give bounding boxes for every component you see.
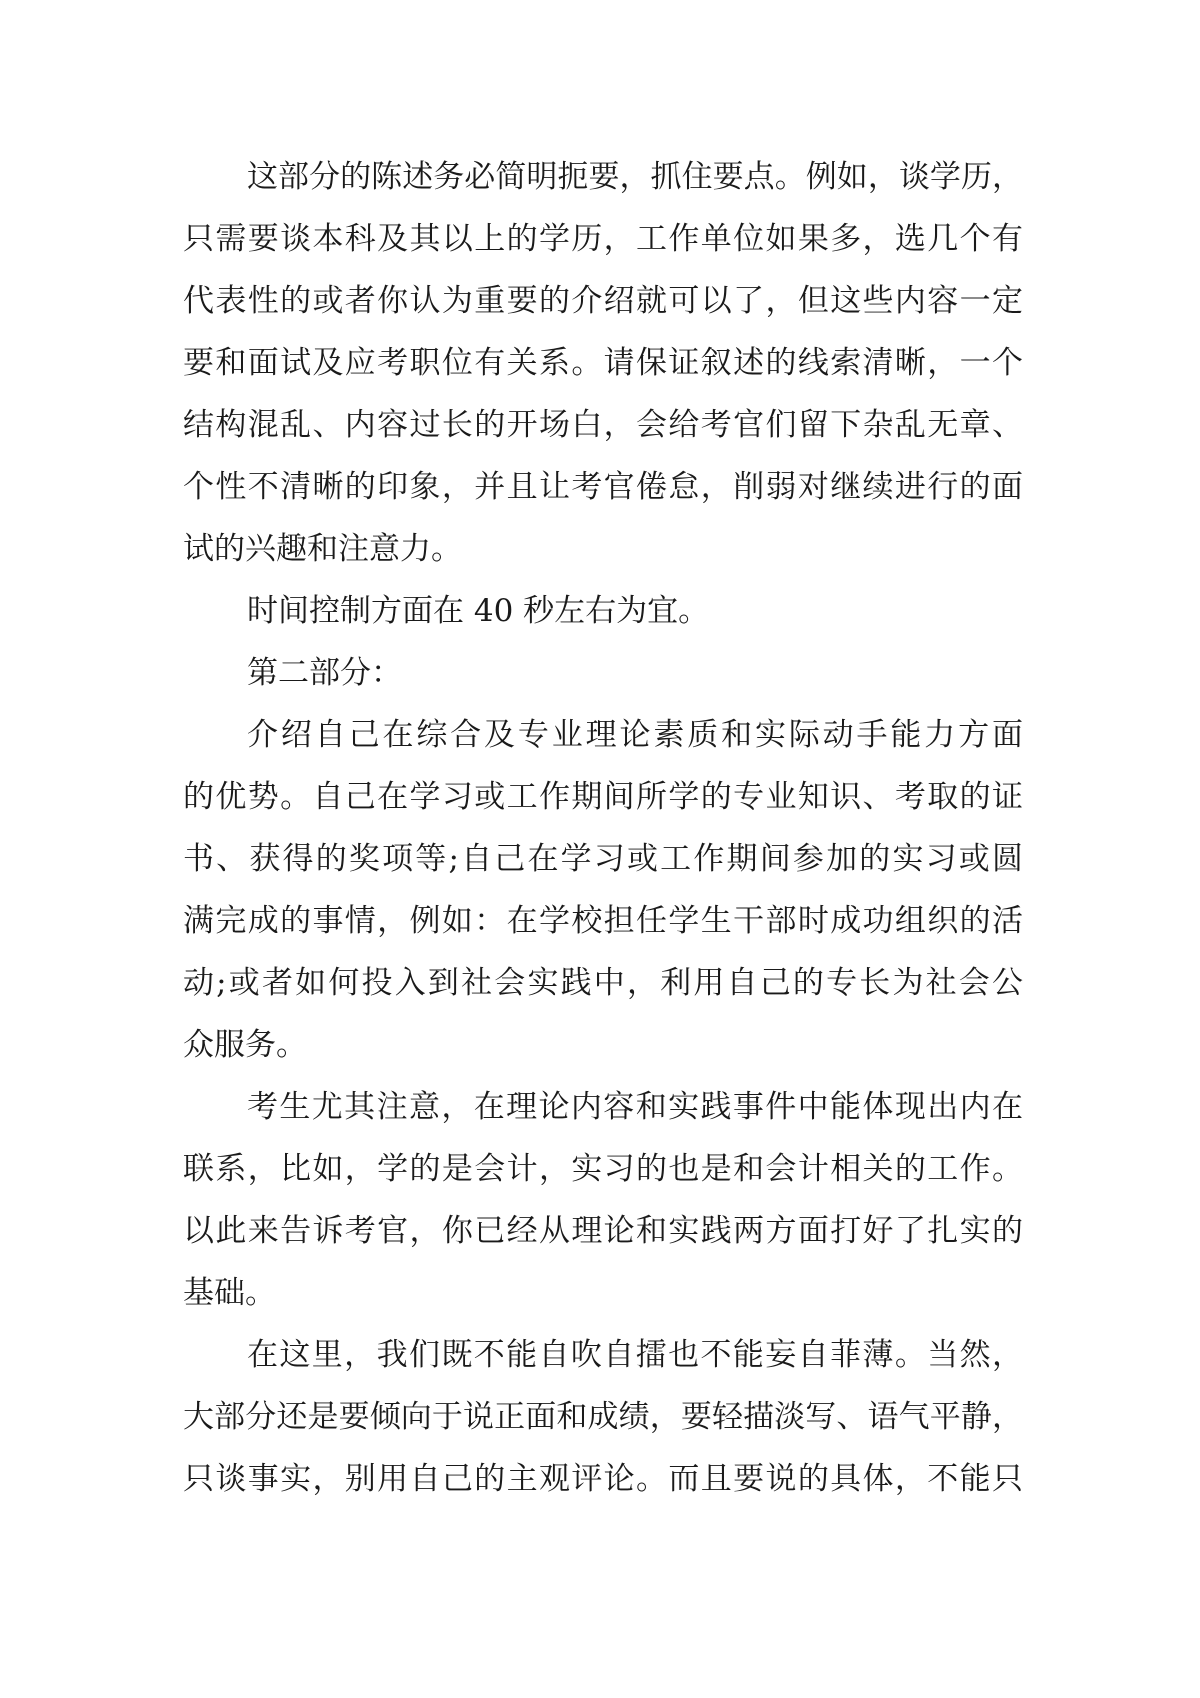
section-heading: 第二部分： bbox=[247, 655, 402, 691]
text-line: 满完成的事情，例如：在学校担任学生干部时成功组织的活 bbox=[183, 903, 1023, 939]
text-line: 这部分的陈述务必简明扼要，抓住要点。例如，谈学历， bbox=[247, 159, 1023, 195]
text-line: 以此来告诉考官，你已经从理论和实践两方面打好了扎实的 bbox=[183, 1213, 1023, 1249]
text-line: 介绍自己在综合及专业理论素质和实际动手能力方面 bbox=[247, 717, 1023, 753]
text-line: 只需要谈本科及其以上的学历，工作单位如果多，选几个有 bbox=[183, 221, 1023, 257]
text-line: 试的兴趣和注意力。 bbox=[183, 531, 462, 567]
text-line: 大部分还是要倾向于说正面和成绩，要轻描淡写、语气平静， bbox=[183, 1399, 1023, 1435]
text-line: 基础。 bbox=[183, 1275, 276, 1311]
text-line: 动;或者如何投入到社会实践中，利用自己的专长为社会公 bbox=[183, 965, 1023, 1001]
text-line: 书、获得的奖项等;自己在学习或工作期间参加的实习或圆 bbox=[183, 841, 1023, 877]
text-line: 要和面试及应考职位有关系。请保证叙述的线索清晰，一个 bbox=[183, 345, 1023, 381]
text-line: 考生尤其注意，在理论内容和实践事件中能体现出内在 bbox=[247, 1089, 1023, 1125]
text-line: 结构混乱、内容过长的开场白，会给考官们留下杂乱无章、 bbox=[183, 407, 1023, 443]
text-line: 众服务。 bbox=[183, 1027, 307, 1063]
text-line: 只谈事实，别用自己的主观评论。而且要说的具体，不能只 bbox=[183, 1461, 1023, 1497]
text-line: 的优势。自己在学习或工作期间所学的专业知识、考取的证 bbox=[183, 779, 1023, 815]
text-line: 时间控制方面在 40 秒左右为宜。 bbox=[247, 593, 710, 629]
text-line: 联系，比如，学的是会计，实习的也是和会计相关的工作。 bbox=[183, 1151, 1023, 1187]
text-line: 代表性的或者你认为重要的介绍就可以了，但这些内容一定 bbox=[183, 283, 1023, 319]
document-body bbox=[183, 146, 1023, 1510]
text-line: 个性不清晰的印象，并且让考官倦怠，削弱对继续进行的面 bbox=[183, 469, 1023, 505]
text-line: 在这里，我们既不能自吹自擂也不能妄自菲薄。当然， bbox=[247, 1337, 1023, 1373]
